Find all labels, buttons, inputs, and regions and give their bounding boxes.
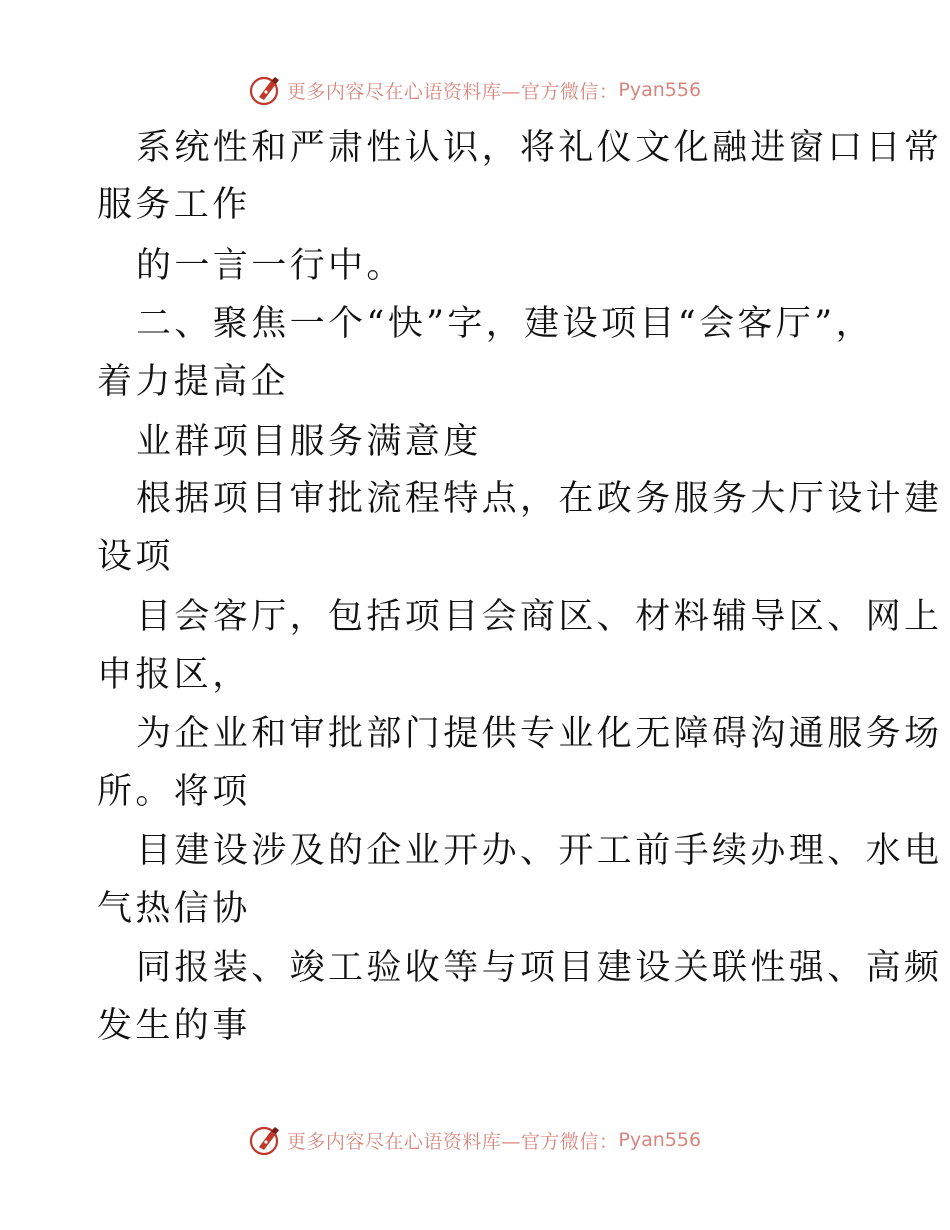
text-line: 服务工作 bbox=[97, 185, 251, 225]
text-line: 发生的事 bbox=[97, 1006, 251, 1046]
text-line: 同报装、竣工验收等与项目建设关联性强、高频 bbox=[136, 948, 943, 988]
text-line: 二、聚焦一个“快”字，建设项目“会客厅”， bbox=[136, 304, 874, 344]
pen-nib-logo-icon bbox=[249, 1123, 283, 1157]
text-line: 着力提高企 bbox=[97, 362, 290, 402]
text-line: 的一言一行中。 bbox=[136, 246, 405, 286]
footer-watermark bbox=[0, 1122, 950, 1158]
text-line: 业群项目服务满意度 bbox=[136, 422, 482, 462]
text-line: 为企业和审批部门提供专业化无障碍沟通服务场 bbox=[136, 714, 943, 754]
watermark-text: 更多内容尽在心语资料库—官方微信： bbox=[286, 1130, 619, 1153]
watermark-handle: Pyan556 bbox=[618, 1129, 702, 1151]
text-line: 气热信协 bbox=[97, 889, 251, 929]
watermark-handle: Pyan556 bbox=[618, 79, 702, 101]
header-watermark bbox=[0, 72, 950, 108]
text-line: 根据项目审批流程特点，在政务服务大厅设计建 bbox=[136, 479, 943, 519]
pen-nib-logo-icon bbox=[249, 73, 283, 107]
text-line: 系统性和严肃性认识，将礼仪文化融进窗口日常 bbox=[136, 128, 943, 168]
text-line: 目建设涉及的企业开办、开工前手续办理、水电 bbox=[136, 831, 943, 871]
text-line: 目会客厅，包括项目会商区、材料辅导区、网上 bbox=[136, 597, 943, 637]
watermark-text: 更多内容尽在心语资料库—官方微信： bbox=[286, 80, 619, 103]
text-line: 所。将项 bbox=[97, 772, 251, 812]
text-line: 设项 bbox=[97, 537, 174, 577]
text-line: 申报区， bbox=[97, 655, 251, 695]
